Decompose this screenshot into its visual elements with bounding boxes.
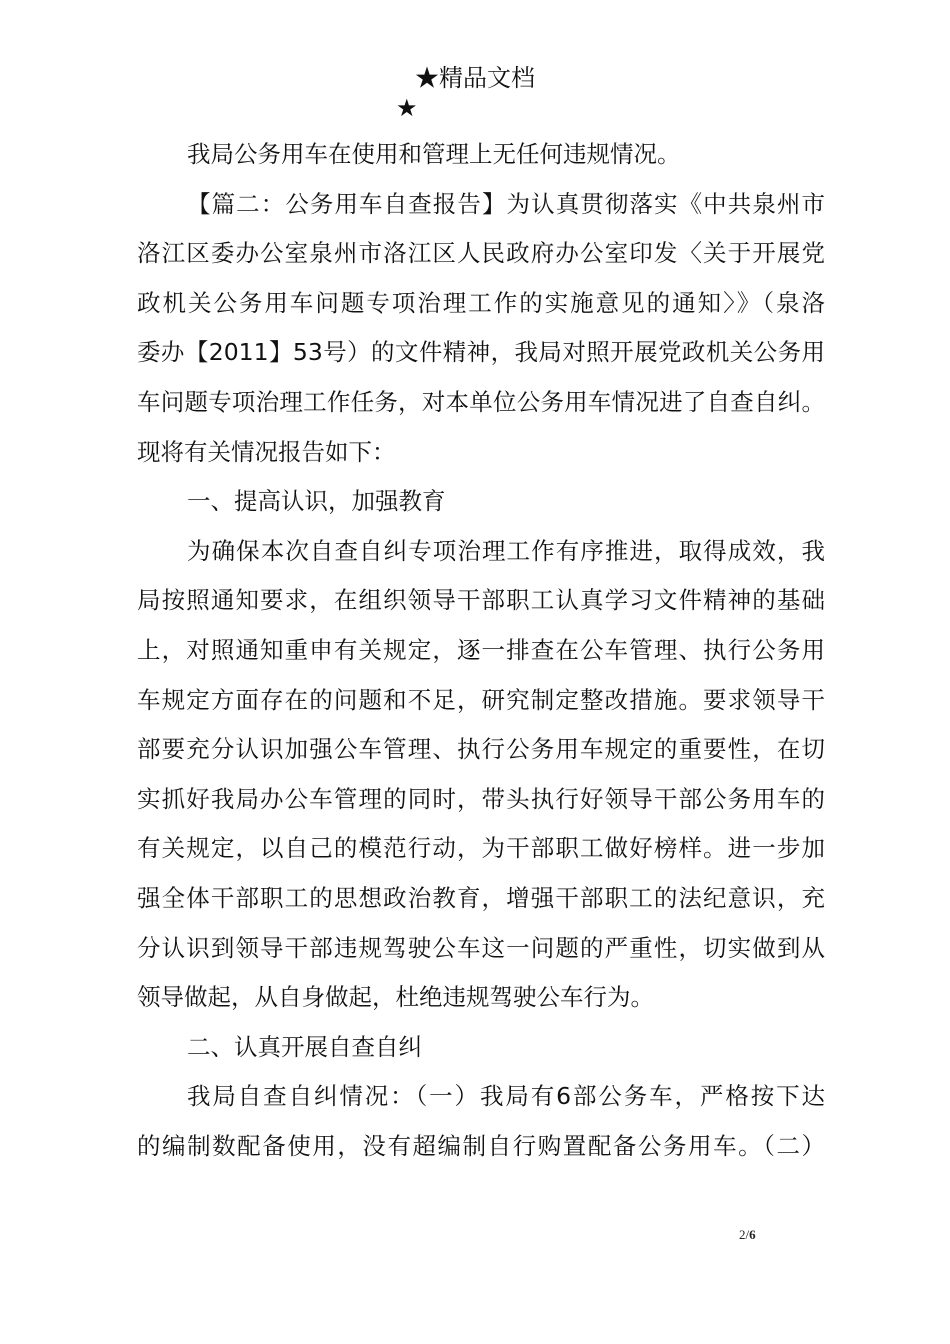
text-line: 我局公务用车在使用和管理上无任何违规情况。: [187, 140, 681, 168]
page-current: 2/: [739, 1227, 750, 1242]
text-line: 分认识到领导干部违规驾驶公车这一问题的严重性，切实做到从: [137, 933, 825, 962]
text-line: 洛江区委办公室泉州市洛江区人民政府办公室印发〈关于开展党: [137, 239, 825, 268]
text-line: 部要充分认识加强公车管理、执行公务用车规定的重要性，在切: [137, 735, 825, 764]
text-line: 委办【2011】53号）的文件精神，我局对照开展党政机关公务用: [137, 338, 825, 367]
text-line: 领导做起，从自身做起，杜绝违规驾驶公车行为。: [137, 983, 654, 1012]
text-line: 有关规定，以自己的模范行动，为干部职工做好榜样。进一步加: [137, 834, 825, 863]
document-header: [0, 62, 950, 124]
document-body: [137, 130, 825, 1171]
page-number: [739, 1227, 756, 1243]
text-line: 二、认真开展自查自纠: [187, 1032, 422, 1061]
header-title: ★精品文档: [415, 64, 535, 92]
text-line: 车问题专项治理工作任务，对本单位公务用车情况进了自查自纠。: [137, 387, 825, 416]
text-line: 实抓好我局办公车管理的同时，带头执行好领导干部公务用车的: [137, 784, 825, 813]
text-line: 车规定方面存在的问题和不足，研究制定整改措施。要求领导干: [137, 685, 825, 714]
text-line: 【篇二：公务用车自查报告】为认真贯彻落实《中共泉州市: [187, 189, 825, 218]
text-line: 政机关公务用车问题专项治理工作的实施意见的通知〉》（泉洛: [137, 288, 825, 317]
text-line: 强全体干部职工的思想政治教育，增强干部职工的法纪意识，充: [137, 883, 825, 912]
text-line: 现将有关情况报告如下：: [137, 437, 396, 466]
text-line: 的编制数配备使用，没有超编制自行购置配备公务用车。（二）: [137, 1131, 825, 1160]
text-line: 局按照通知要求，在组织领导干部职工认真学习文件精神的基础: [137, 586, 825, 615]
text-line: 为确保本次自查自纠专项治理工作有序推进，取得成效，我: [187, 536, 825, 565]
text-line: 我局自查自纠情况：（一）我局有6部公务车，严格按下达: [187, 1082, 825, 1111]
text-line: 上，对照通知重申有关规定，逐一排查在公车管理、执行公务用: [137, 635, 825, 664]
star-icon: ★: [396, 94, 418, 122]
page-total: 6: [749, 1227, 756, 1242]
text-line: 一、提高认识，加强教育: [187, 487, 446, 516]
